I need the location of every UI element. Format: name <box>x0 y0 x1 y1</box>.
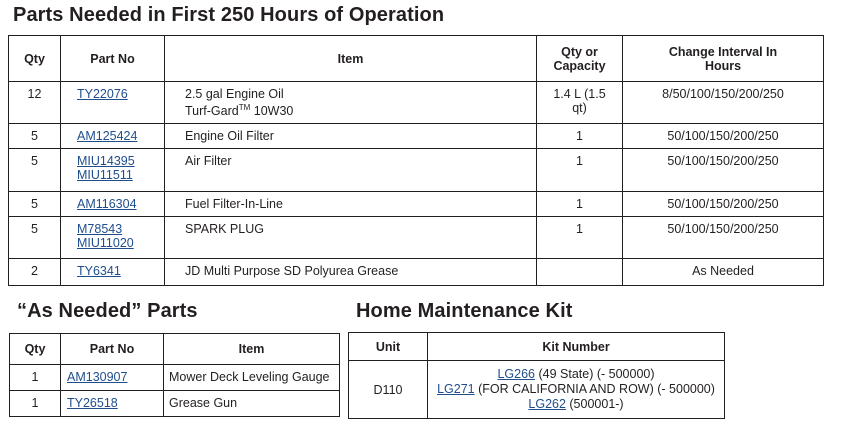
table-row <box>9 124 824 149</box>
kit-line: LG271 (FOR CALIFORNIA AND ROW) (- 500000) <box>437 382 715 396</box>
qty-cell: 5 <box>31 129 38 143</box>
qty-cell: 1 <box>31 370 39 384</box>
item-cell: Fuel Filter-In-Line <box>185 197 283 211</box>
table-row <box>9 149 824 192</box>
qty-cell: 5 <box>31 197 38 211</box>
interval-cell: 8/50/100/150/200/250 <box>662 87 784 101</box>
as-needed-table <box>9 333 340 417</box>
header-kit-number: Kit Number <box>428 333 725 361</box>
item-cell: 2.5 gal Engine Oil Turf-Gard™ 10W30 <box>185 87 294 119</box>
kit-list <box>428 364 724 415</box>
part-link[interactable]: MIU11020 <box>77 236 134 250</box>
table-row <box>9 259 824 286</box>
part-link[interactable]: TY22076 <box>77 87 128 101</box>
parts-table <box>8 35 824 286</box>
item-cell: JD Multi Purpose SD Polyurea Grease <box>185 264 399 278</box>
trademark-mark: TM <box>238 103 251 112</box>
header-part-no: Part No <box>61 334 164 365</box>
header-interval: Change Interval In Hours <box>623 36 824 82</box>
interval-cell: 50/100/150/200/250 <box>667 154 779 168</box>
kit-part-link[interactable]: LG271 <box>437 382 475 396</box>
table-row <box>349 361 725 419</box>
item-cell: Grease Gun <box>169 396 238 410</box>
table-row <box>9 82 824 124</box>
table-header-row <box>9 36 824 82</box>
table-header-row <box>349 333 725 361</box>
kit-line: LG266 (49 State) (- 500000) <box>497 367 655 381</box>
part-link[interactable]: MIU14395 <box>77 154 135 168</box>
kit-title: Home Maintenance Kit <box>356 300 573 322</box>
header-capacity: Qty or Capacity <box>537 36 623 82</box>
table-row <box>10 365 340 391</box>
qty-cell: 5 <box>31 154 38 168</box>
part-link[interactable]: AM125424 <box>77 129 138 143</box>
interval-cell: 50/100/150/200/250 <box>667 129 779 143</box>
table-row <box>10 391 340 417</box>
interval-cell: 50/100/150/200/250 <box>667 222 779 236</box>
qty-cell: 5 <box>31 222 38 236</box>
part-link[interactable]: M78543 <box>77 222 123 236</box>
item-cell: Mower Deck Leveling Gauge <box>169 370 330 384</box>
table-header-row <box>10 334 340 365</box>
interval-cell: As Needed <box>692 264 754 278</box>
part-link[interactable]: AM130907 <box>67 370 128 384</box>
qty-cell: 1 <box>31 396 39 410</box>
part-link[interactable]: TY26518 <box>67 396 118 410</box>
part-link[interactable]: AM116304 <box>77 197 137 211</box>
capacity-cell: 1 <box>576 222 583 236</box>
item-cell: SPARK PLUG <box>185 222 264 236</box>
capacity-cell: 1.4 L (1.5 qt) <box>553 87 606 115</box>
part-link[interactable]: TY6341 <box>77 264 121 278</box>
interval-cell: 50/100/150/200/250 <box>667 197 779 211</box>
capacity-cell <box>537 259 622 267</box>
qty-cell: 2 <box>31 264 38 278</box>
kit-part-link[interactable]: LG262 <box>528 397 566 411</box>
kit-table <box>348 332 725 419</box>
header-qty: Qty <box>9 36 61 82</box>
kit-line: LG262 (500001-) <box>528 397 624 411</box>
table-row <box>9 217 824 259</box>
unit-cell: D110 <box>373 382 403 397</box>
header-qty: Qty <box>10 334 61 365</box>
item-cell: Engine Oil Filter <box>185 129 274 143</box>
page-title: Parts Needed in First 250 Hours of Operation <box>13 4 445 26</box>
header-part-no: Part No <box>61 36 165 82</box>
part-link[interactable]: MIU11511 <box>77 168 133 182</box>
capacity-cell: 1 <box>576 154 583 168</box>
header-item: Item <box>165 36 537 82</box>
item-cell: Air Filter <box>185 154 232 168</box>
as-needed-title: “As Needed” Parts <box>17 300 198 322</box>
header-item: Item <box>164 334 340 365</box>
qty-cell: 12 <box>27 87 42 101</box>
table-row <box>9 192 824 217</box>
kit-part-link[interactable]: LG266 <box>497 367 535 381</box>
capacity-cell: 1 <box>576 197 583 211</box>
capacity-cell: 1 <box>576 129 583 143</box>
header-unit: Unit <box>349 333 428 361</box>
